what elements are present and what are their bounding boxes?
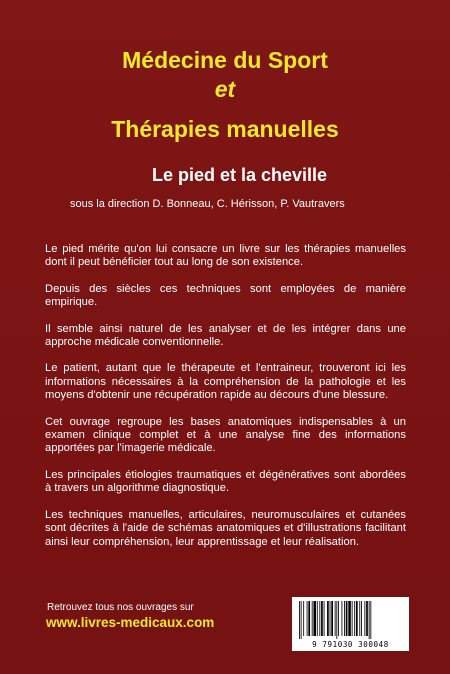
barcode-bars <box>298 601 403 639</box>
barcode-bar <box>319 601 320 636</box>
barcode-bar <box>352 601 353 636</box>
paragraph-7: Les techniques manuelles, articulaires, neuromusculaires et cutanées sont décrites à l'aide de schémas anatomiques et d'illustrations facilitant ainsi leur compréhension, leur apprentissage et leur réalisation. <box>45 508 406 548</box>
barcode-bar <box>303 601 304 636</box>
barcode-bar <box>356 601 358 636</box>
barcode-bar <box>308 601 310 636</box>
barcode-bar <box>313 601 316 636</box>
description-text <box>45 243 406 562</box>
barcode-bar <box>361 601 362 636</box>
barcode-bar <box>299 601 300 639</box>
barcode-bar <box>301 601 302 639</box>
editors-line: sous la direction D. Bonneau, C. Hérisson, P. Vautravers <box>70 198 345 210</box>
barcode-bar <box>346 601 348 636</box>
paragraph-2: Depuis des siècles ces techniques sont employées de manière empirique. <box>45 282 406 309</box>
barcode-number: 9 791030 300048 <box>312 640 389 649</box>
barcode-bar <box>342 601 343 636</box>
barcode-bar <box>312 601 313 636</box>
paragraph-4: Le patient, autant que le thérapeute et l'entraineur, trouveront ici les informations nécessaires à la compréhension de la pathologie et les moyens d'obtenir une récupération rapide au décours d'une blessure. <box>45 362 406 402</box>
barcode-bar <box>348 601 351 636</box>
paragraph-5: Cet ouvrage regroupe les bases anatomiques indispensables à un examen clinique complet et à une analyse fine des informations apportées par l'imagerie médicale. <box>45 415 406 455</box>
website-link[interactable]: www.livres-medicaux.com <box>46 615 215 630</box>
barcode-bar <box>364 601 365 636</box>
title-line-3: Thérapies manuelles <box>111 116 339 142</box>
title-line-2: et <box>214 76 236 102</box>
barcode-bar <box>338 601 339 636</box>
barcode-bar <box>335 601 336 636</box>
barcode-bar <box>370 601 371 639</box>
barcode-bar <box>317 601 318 636</box>
barcode-bar <box>366 601 368 636</box>
title-line-1: Médecine du Sport <box>122 47 328 73</box>
paragraph-3: Il semble ainsi naturel de les analyser et de les intégrer dans une approche médicale conventionnelle. <box>45 322 406 349</box>
barcode-bar <box>359 601 360 636</box>
subtitle: Le pied et la cheville <box>152 165 328 185</box>
barcode-bar <box>331 601 333 636</box>
barcode <box>292 597 409 651</box>
retrouvez-text: Retrouvez tous nos ouvrages sur <box>47 602 194 613</box>
barcode-bar <box>344 601 345 636</box>
barcode-bar <box>336 601 337 639</box>
barcode-bar <box>321 601 323 636</box>
barcode-bar <box>324 601 325 636</box>
barcode-bar <box>307 601 308 636</box>
barcode-bar <box>327 601 329 636</box>
barcode-bar <box>330 601 331 636</box>
barcode-bar <box>354 601 355 636</box>
paragraph-6: Les principales étiologies traumatiques et dégénératives sont abordées à travers un algorithme diagnostique. <box>45 468 406 495</box>
barcode-bar <box>369 601 370 639</box>
paragraph-1: Le pied mérite qu'on lui consacre un livre sur les thérapies manuelles dont il peut bénéficier tout au long de son existence. <box>45 243 406 269</box>
